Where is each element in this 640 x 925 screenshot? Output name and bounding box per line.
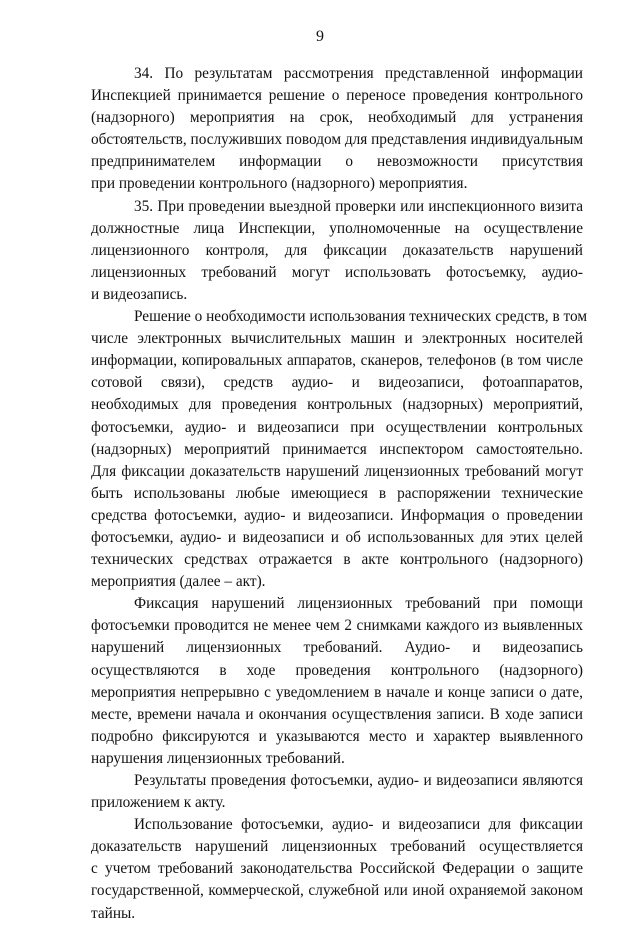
text-line: быть использованы любые имеющиеся в распоряжении технические [91, 484, 583, 502]
text-line: предпринимателем информации о невозможности присутствия [91, 153, 583, 171]
text-line: мероприятия (далее – акт). [91, 573, 266, 591]
text-line: Для фиксации доказательств нарушений лицензионных требований могут [91, 462, 583, 480]
text-line: Инспекцией принимается решение о переносе проведения контрольного [91, 87, 583, 105]
text-line: 34. По результатам рассмотрения представленной информации [134, 65, 583, 82]
text-line: доказательств нарушений лицензионных требований осуществляется [91, 838, 583, 856]
text-line: Использование фотосъемки, аудио- и видеозаписи для фиксации [134, 816, 583, 834]
text-line: средства фотосъемки, аудио- и видеозаписи. Информация о проведении [91, 506, 583, 524]
text-line: фотосъемки, аудио- и видеозаписи и об использованных для этих целей [91, 528, 583, 546]
text-line: Решение о необходимости использования технических средств, в том [134, 308, 588, 326]
text-line: лицензионного контроля, для фиксации доказательств нарушений [91, 241, 583, 259]
text-line: (надзорных) мероприятий принимается инспектором самостоятельно. [91, 440, 583, 458]
text-line: государственной, коммерческой, служебной или иной охраняемой законом [91, 882, 583, 900]
text-line: 35. При проведении выездной проверки или инспекционного визита [134, 197, 583, 215]
text-line: фотосъемки, аудио- и видеозаписи при осуществлении контрольных [91, 418, 583, 436]
text-line: приложением к акту. [91, 794, 226, 812]
text-line: Результаты проведения фотосъемки, аудио- и видеозаписи являются [134, 772, 583, 789]
page-number: 9 [316, 28, 324, 45]
text-line: сотовой связи), средств аудио- и видеозаписи, фотоаппаратов, [91, 374, 583, 392]
text-line: лицензионных требований могут использовать фотосъемку, аудио- [91, 263, 583, 281]
text-line: нарушения лицензионных требований. [91, 749, 345, 767]
text-line: числе электронных вычислительных машин и электронных носителей [91, 330, 583, 348]
text-line: (надзорного) мероприятия на срок, необходимый для устранения [91, 109, 583, 127]
text-line: необходимых для проведения контрольных (надзорных) мероприятий, [91, 396, 583, 414]
text-line: и видеозапись. [91, 285, 188, 303]
text-line: информации, копировальных аппаратов, сканеров, телефонов (в том числе [91, 352, 583, 370]
text-line: тайны. [91, 904, 136, 922]
text-line: мероприятия непрерывно с уведомлением в начале и конце записи о дате, [91, 683, 583, 701]
text-line: месте, времени начала и окончания осуществления записи. В ходе записи [91, 705, 583, 723]
document-body [91, 63, 588, 925]
text-line: нарушений лицензионных требований. Аудио- и видеозапись [91, 639, 583, 657]
text-line: осуществляются в ходе проведения контрольного (надзорного) [91, 661, 583, 679]
text-line: при проведении контрольного (надзорного) мероприятия. [91, 175, 468, 193]
text-line: Фиксация нарушений лицензионных требований при помощи [134, 595, 583, 613]
text-line: технических средствах отражается в акте контрольного (надзорного) [91, 551, 583, 569]
text-line: подробно фиксируются и указываются место и характер выявленного [91, 727, 583, 745]
text-line: должностные лица Инспекции, уполномоченные на осуществление [91, 219, 583, 237]
text-line: обстоятельств, послуживших поводом для представления индивидуальным [91, 131, 584, 149]
text-line: фотосъемки проводится не менее чем 2 снимками каждого из выявленных [91, 617, 583, 635]
text-line: с учетом требований законодательства Российской Федерации о защите [91, 860, 583, 878]
